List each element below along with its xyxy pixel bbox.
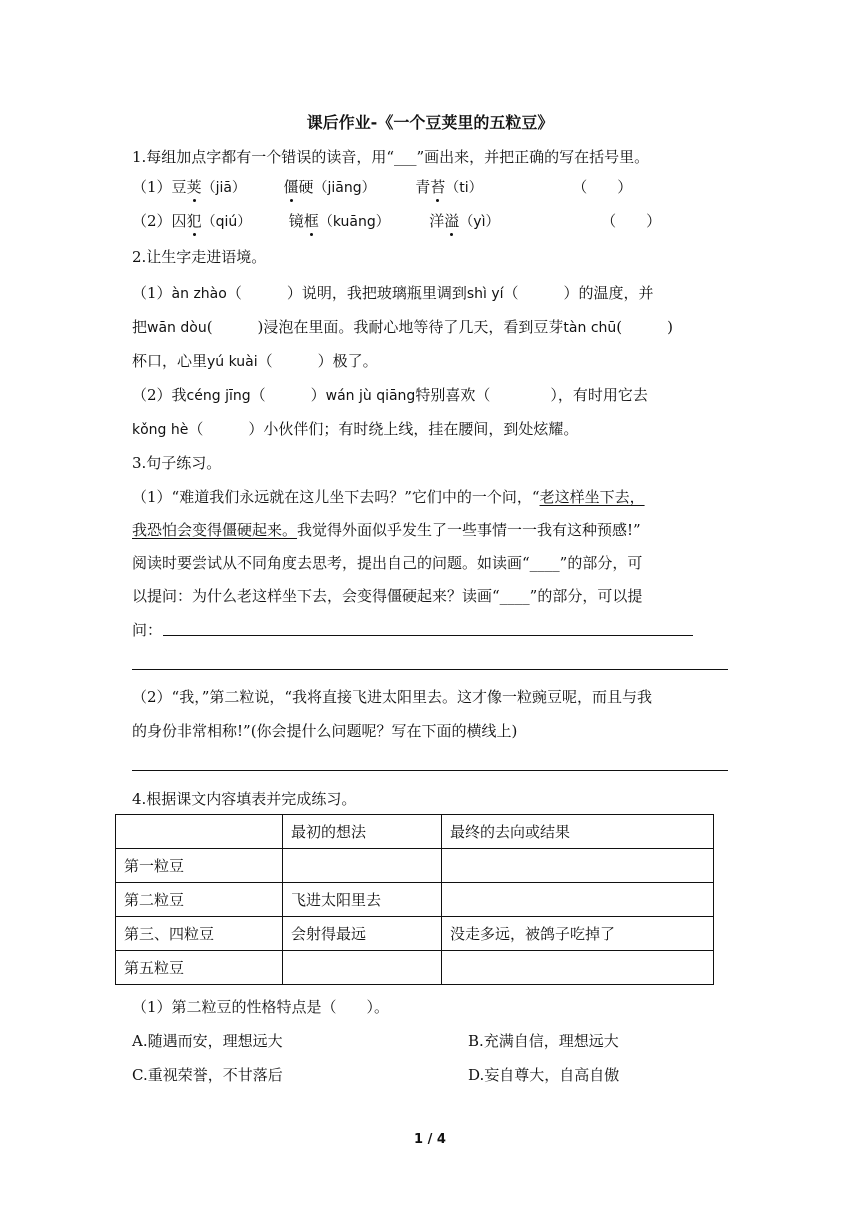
q1-row1: （1）豆荚（jiā） 僵硬（jiāng） 青苔（ti） （ ） <box>132 178 633 196</box>
option-c[interactable]: C.重视荣誉，不甘落后 <box>132 1066 283 1084</box>
q3-s1-line3: 阅读时要尝试从不同角度去思考，提出自己的问题。如读画“____”的部分，可 <box>132 554 643 572</box>
table-cell: 飞进太阳里去 <box>283 883 442 917</box>
q2-p2-line2: kǒng hè（ ）小伙伴们；有时绕上线，挂在腰间，到处炫耀。 <box>132 420 579 438</box>
table-cell: 第三、四粒豆 <box>116 917 283 951</box>
q4-stem: 4.根据课文内容填表并完成练习。 <box>132 790 357 808</box>
q1-row2: （2）囚犯（qiú） 镜框（kuāng） 洋溢（yì） （ ） <box>132 212 662 230</box>
q2-p1-line1: （1）àn zhào（ ）说明，我把玻璃瓶里调到shì yí（ ）的温度，并 <box>132 284 654 302</box>
page-title: 课后作业-《一个豆荚里的五粒豆》 <box>306 113 554 132</box>
table-cell[interactable] <box>442 951 714 985</box>
table-cell[interactable] <box>283 849 442 883</box>
answer-line[interactable] <box>163 635 693 636</box>
q2-p1-line3: 杯口，心里yú kuài（ ）极了。 <box>132 352 378 370</box>
page-number: 1 / 4 <box>414 1132 446 1147</box>
table-row <box>116 951 714 985</box>
table-row <box>116 883 714 917</box>
table-header-cell: 最初的想法 <box>283 815 442 849</box>
table-row <box>116 917 714 951</box>
q3-s1-line2: 我恐怕会变得僵硬起来。我觉得外面似乎发生了一些事情一一我有这种预感!” <box>132 521 641 539</box>
q3-s1-line4: 以提问：为什么老这样坐下去，会变得僵硬起来？读画“____”的部分，可以提 <box>132 587 643 605</box>
table-cell[interactable] <box>442 849 714 883</box>
q3-s2-line2: 的身份非常相称!”(你会提什么问题呢？写在下面的横线上) <box>132 722 518 740</box>
option-d[interactable]: D.妄自尊大，自高自傲 <box>468 1066 620 1084</box>
table-cell[interactable] <box>442 883 714 917</box>
table-row <box>116 849 714 883</box>
q3-s1-line5: 问： <box>132 621 163 639</box>
option-a[interactable]: A.随遇而安，理想远大 <box>132 1032 283 1050</box>
q2-stem: 2.让生字走进语境。 <box>132 248 267 266</box>
answer-line[interactable] <box>132 669 728 670</box>
table-cell: 会射得最远 <box>283 917 442 951</box>
underlined-sentence: 我恐怕会变得僵硬起来。 <box>132 521 298 539</box>
q3-s1-line1: （1）“难道我们永远就在这儿坐下去吗？”它们中的一个问，“老这样坐下去， <box>132 488 645 506</box>
table-cell: 第一粒豆 <box>116 849 283 883</box>
table-header-cell: 最终的去向或结果 <box>442 815 714 849</box>
table-cell: 第五粒豆 <box>116 951 283 985</box>
q3-s2-line1: （2）“我，”第二粒说，“我将直接飞进太阳里去。这才像一粒豌豆呢，而且与我 <box>132 688 653 706</box>
answer-blank[interactable]: （ ） <box>572 178 633 196</box>
bean-table <box>115 814 714 985</box>
option-b[interactable]: B.充满自信，理想远大 <box>468 1032 619 1050</box>
q3-stem: 3.句子练习。 <box>132 454 222 472</box>
table-cell: 第二粒豆 <box>116 883 283 917</box>
q2-p2-line1: （2）我céng jīng（ ）wán jù qiāng特别喜欢（ ），有时用它去 <box>132 386 648 404</box>
q4-sub1: （1）第二粒豆的性格特点是（ ）。 <box>132 998 390 1016</box>
table-cell: 没走多远，被鸽子吃掉了 <box>442 917 714 951</box>
underlined-sentence: 老这样坐下去， <box>539 488 645 506</box>
table-header-row <box>116 815 714 849</box>
table-header-cell <box>116 815 283 849</box>
answer-line[interactable] <box>132 770 728 771</box>
q1-stem: 1.每组加点字都有一个错误的读音，用“___”画出来，并把正确的写在括号里。 <box>132 148 650 166</box>
answer-blank[interactable]: （ ） <box>601 212 662 230</box>
q2-p1-line2: 把wān dòu( )浸泡在里面。我耐心地等待了几天，看到豆芽tàn chū( ) <box>132 318 673 336</box>
table-cell[interactable] <box>283 951 442 985</box>
